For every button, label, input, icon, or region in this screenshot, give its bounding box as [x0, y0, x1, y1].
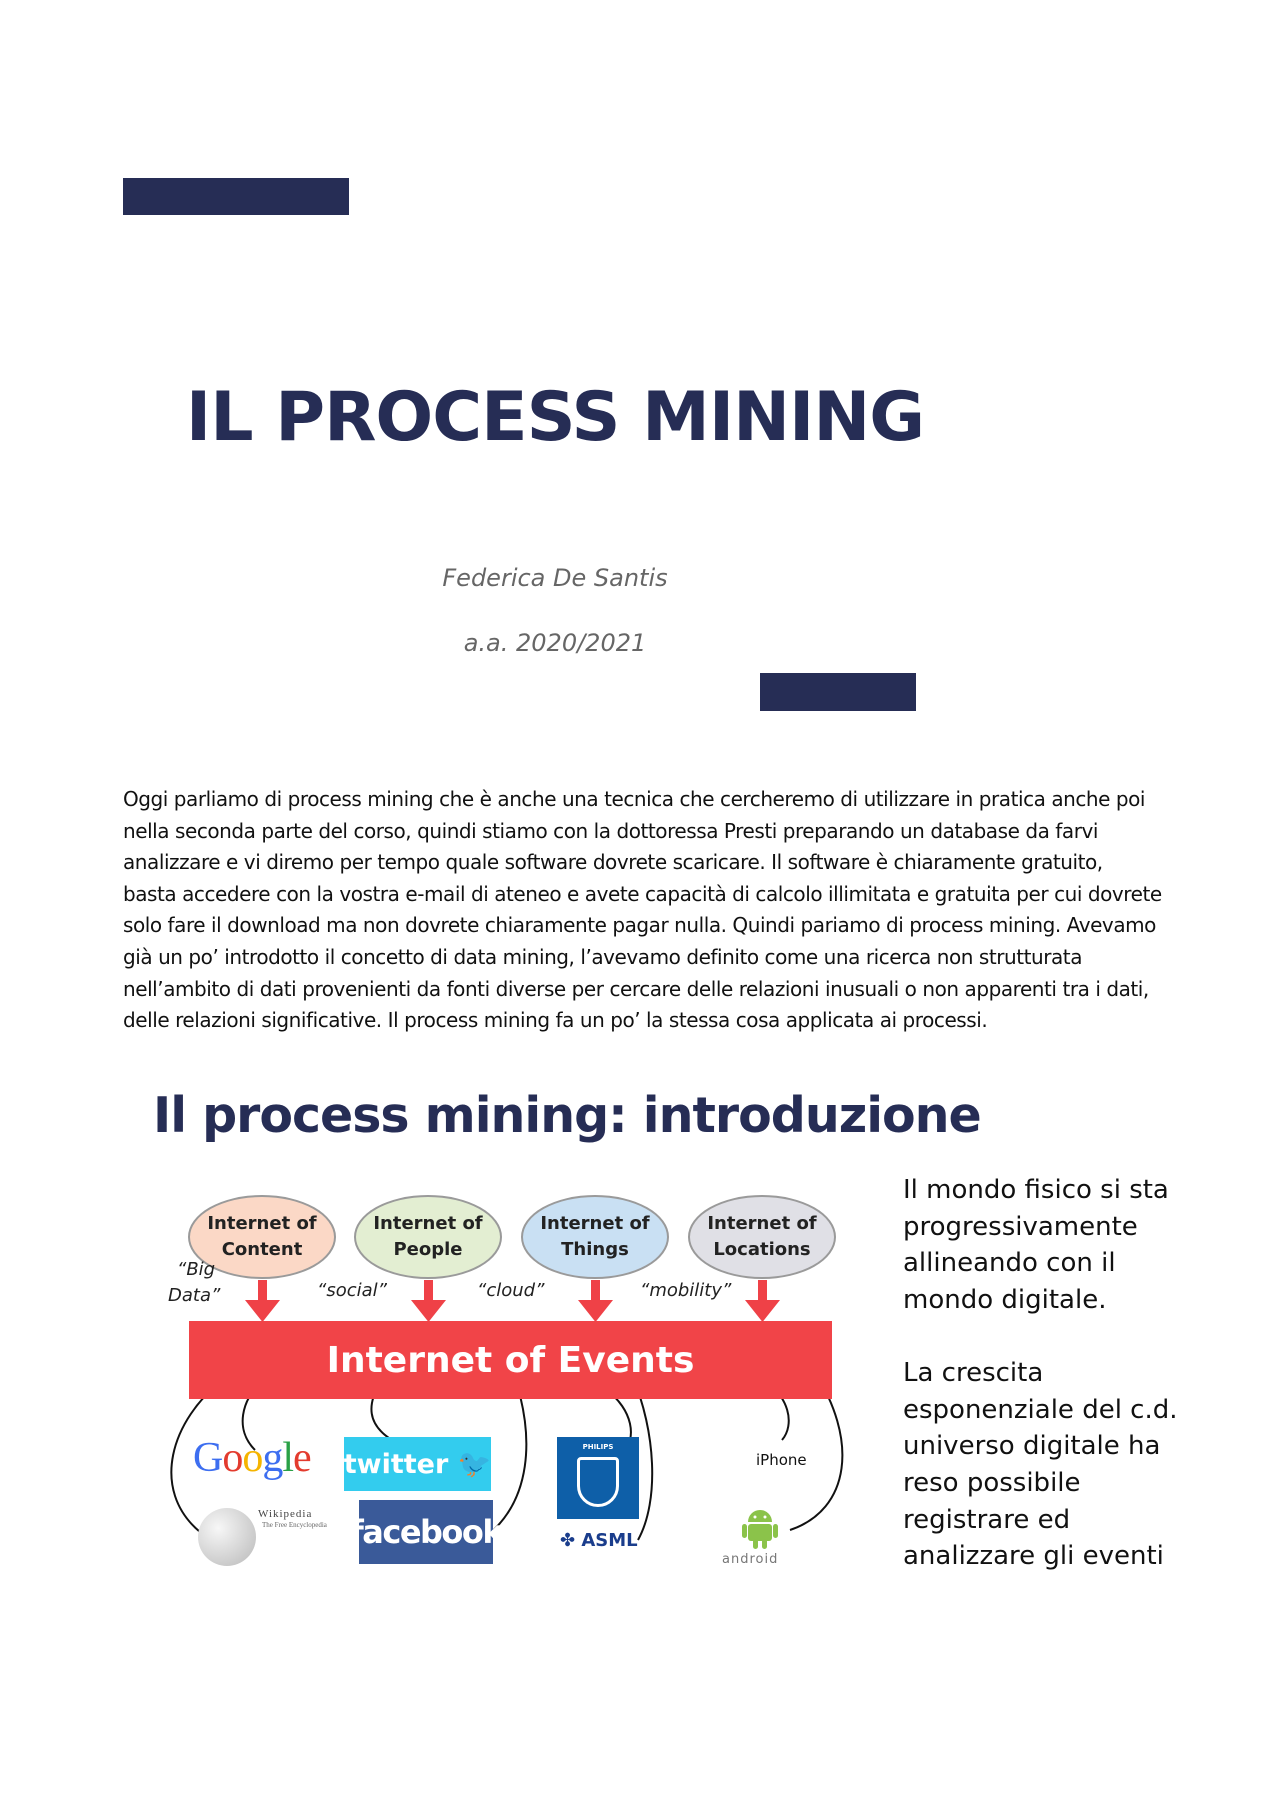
body-line: nell’ambito di dati provenienti da fonti diverse per cercare delle relazioni inusuali o non apparenti tra i dati,	[123, 976, 1149, 1001]
bubble-internet-of-things	[521, 1195, 669, 1279]
body-line: analizzare e vi diremo per tempo quale software dovrete scaricare. Il software è chiaramente gratuito,	[123, 850, 1103, 875]
academic-year: a.a. 2020/2021	[463, 629, 647, 657]
bubble-line: Locations	[713, 1239, 811, 1260]
android-label: android	[722, 1552, 779, 1567]
side-line: esponenziale del c.d.	[903, 1394, 1178, 1425]
philips-label: PHILIPS	[582, 1443, 614, 1451]
quote-cloud: “cloud”	[477, 1280, 545, 1301]
side-line-emphasis: universo digitale	[903, 1431, 1120, 1462]
asml-logo: ✤ ASML	[560, 1530, 638, 1551]
twitter-label: twitter	[343, 1448, 449, 1480]
bubble-line: Things	[561, 1239, 629, 1260]
side-line	[903, 1428, 1193, 1465]
arrow-people	[411, 1280, 446, 1322]
google-letter: e	[293, 1435, 311, 1481]
internet-of-events-banner: Internet of Events	[189, 1321, 832, 1399]
bubble-line: Internet of	[540, 1213, 650, 1234]
quote-mobility: “mobility”	[640, 1280, 732, 1301]
side-line: La crescita	[903, 1357, 1044, 1388]
spacer	[903, 1319, 1193, 1355]
bubble-internet-of-people	[354, 1195, 502, 1279]
bubble-line: People	[393, 1239, 463, 1260]
quote-social: “social”	[317, 1280, 387, 1301]
google-letter: o	[222, 1435, 243, 1481]
side-line: mondo digitale.	[903, 1285, 1107, 1316]
twitter-bird-icon: 🐦	[457, 1449, 492, 1480]
side-line: progressivamente	[903, 1211, 1138, 1242]
twitter-logo	[344, 1437, 491, 1491]
google-letter: o	[242, 1435, 263, 1481]
wikipedia-logo-text: Wikipedia	[258, 1508, 313, 1520]
facebook-logo: facebook	[359, 1500, 493, 1564]
body-paragraph	[123, 784, 1173, 1037]
decorative-bar-top	[123, 178, 349, 215]
body-line: delle relazioni significative. Il process mining fa un po’ la stessa cosa applicata ai processi.	[123, 1008, 988, 1033]
bubble-line: Internet of	[207, 1213, 317, 1234]
google-logo	[193, 1434, 311, 1482]
google-letter: g	[262, 1435, 283, 1481]
bubble-line: Content	[221, 1239, 303, 1260]
side-line-start: analizzare gli	[903, 1541, 1075, 1572]
wikipedia-tagline: The Free Encyclopedia	[262, 1521, 327, 1529]
body-line: nella seconda parte del corso, quindi stiamo con la dottoressa Presti preparando un database da farvi	[123, 818, 1098, 843]
slide-title: Il process mining: introduzione	[153, 1087, 981, 1144]
wikipedia-globe-icon	[198, 1508, 256, 1566]
arrow-things	[578, 1280, 613, 1322]
bubble-line: Internet of	[707, 1213, 817, 1234]
philips-shield-icon	[577, 1457, 619, 1507]
philips-logo	[557, 1437, 639, 1519]
quote-big: “Big	[177, 1259, 216, 1280]
google-letter: G	[193, 1435, 223, 1481]
side-line-emphasis: eventi	[1082, 1541, 1164, 1572]
google-letter: l	[282, 1435, 294, 1481]
document-title: IL PROCESS MINING	[185, 378, 925, 457]
slide-side-text	[903, 1172, 1193, 1575]
author: Federica De Santis	[442, 564, 668, 592]
quote-data: Data”	[168, 1285, 221, 1306]
bubble-internet-of-locations	[688, 1195, 836, 1279]
side-line	[903, 1538, 1193, 1575]
arrow-content	[245, 1280, 280, 1322]
android-icon	[740, 1506, 780, 1550]
arrow-locations	[745, 1280, 780, 1322]
body-line: basta accedere con la vostra e-mail di ateneo e avete capacità di calcolo illimitata e gratuita per cui dovrete	[123, 881, 1162, 906]
body-line: solo fare il download ma non dovrete chiaramente pagar nulla. Quindi pariamo di process mining. Avevamo	[123, 913, 1156, 938]
side-line-rest: ha	[1128, 1431, 1161, 1462]
bubble-line: Internet of	[373, 1213, 483, 1234]
side-line: Il mondo fisico si sta	[903, 1175, 1169, 1205]
body-line: Oggi parliamo di process mining che è anche una tecnica che cercheremo di utilizzare in pratica anche poi	[123, 787, 1146, 811]
side-line: reso possibile	[903, 1467, 1081, 1498]
body-line: già un po’ introdotto il concetto di data mining, l’avevamo definito come una ricerca non strutturata	[123, 944, 1083, 969]
side-line: allineando con il	[903, 1248, 1116, 1279]
iphone-label: iPhone	[756, 1451, 807, 1469]
decorative-bar-bottom	[760, 673, 916, 711]
side-line: registrare ed	[903, 1504, 1071, 1535]
